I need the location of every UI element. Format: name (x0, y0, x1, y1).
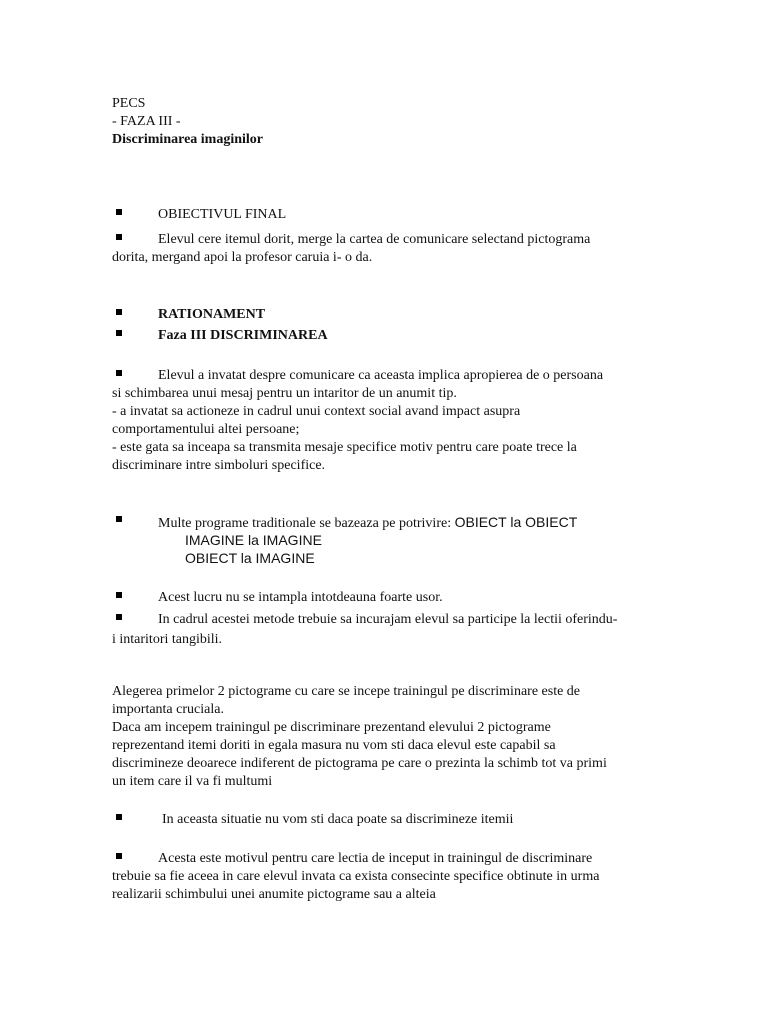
reason-text-line: trebuie sa fie aceea in care elevul invata ca exista consecinte specifice obtinute in urma (112, 869, 600, 884)
reason-text-line: Acesta este motivul pentru care lectia de inceput in trainingul de discriminare (158, 851, 593, 866)
not-easy-text: Acest lucru nu se intampla intotdeauna foarte usor. (158, 590, 443, 605)
doc-title: Discriminarea imaginilor (112, 132, 263, 147)
objective-heading: OBIECTIVUL FINAL (158, 207, 287, 222)
bullet-icon (116, 330, 122, 336)
objective-text-line-1: Elevul cere itemul dorit, merge la cartea de comunicare selectand pictograma (158, 232, 591, 247)
rationale-text-line: si schimbarea unui mesaj pentru un intaritor de un anumit tip. (112, 386, 457, 401)
bullet-icon (116, 814, 122, 820)
reason-text-line: realizarii schimbului unei anumite pictograme sau a alteia (112, 887, 436, 902)
rationale-heading: RATIONAMENT (158, 307, 266, 322)
matching-intro: Multe programe traditionale se bazeaza pe potrivire: (158, 516, 455, 531)
rationale-text-line: - a invatat sa actioneze in cadrul unui context social avand impact asupra (112, 404, 521, 419)
matching-object-image: OBIECT la IMAGINE (185, 550, 315, 566)
bullet-icon (116, 592, 122, 598)
rationale-text-line: comportamentului altei persoane; (112, 422, 300, 437)
method-text-line-2: i intaritori tangibili. (112, 632, 223, 647)
bullet-icon (116, 614, 122, 620)
bullet-icon (116, 516, 122, 522)
rationale-text-line: discriminare intre simboluri specifice. (112, 458, 326, 473)
bullet-icon (116, 309, 122, 315)
choice-text-line: reprezentand itemi doriti in egala masura nu vom sti daca elevul este capabil sa (112, 738, 556, 753)
bullet-icon (116, 370, 122, 376)
rationale-text-line: Elevul a invatat despre comunicare ca aceasta implica apropierea de o persoana (158, 368, 604, 383)
rationale-text-line: - este gata sa inceapa sa transmita mesaje specifice motiv pentru care poate trece la (112, 440, 577, 455)
phase-discrimination-heading: Faza III DISCRIMINAREA (158, 328, 328, 343)
doc-label: PECS (112, 96, 146, 111)
situation-text: In aceasta situatie nu vom sti daca poate sa discrimineze itemii (162, 812, 514, 827)
matching-image-image: IMAGINE la IMAGINE (185, 532, 322, 548)
choice-text-line: Alegerea primelor 2 pictograme cu care se incepe trainingul pe discriminare este de (112, 684, 581, 699)
phase-label: - FAZA III - (112, 114, 181, 129)
bullet-icon (116, 209, 122, 215)
choice-text-line: discrimineze deoarece indiferent de pictograma pe care o prezinta la schimb tot va primi (112, 756, 607, 771)
choice-text-line: un item care il va fi multumi (112, 774, 273, 789)
bullet-icon (116, 853, 122, 859)
method-text-line-1: In cadrul acestei metode trebuie sa incurajam elevul sa participe la lectii oferindu- (158, 612, 618, 627)
choice-text-line: Daca am incepem trainingul pe discriminare prezentand elevului 2 pictograme (112, 720, 551, 735)
matching-object-object: OBIECT la OBIECT (454, 514, 578, 530)
matching-text-line (158, 513, 577, 533)
choice-text-line: importanta cruciala. (112, 702, 224, 717)
objective-text-line-2: dorita, mergand apoi la profesor caruia i- o da. (112, 250, 373, 265)
bullet-icon (116, 234, 122, 240)
